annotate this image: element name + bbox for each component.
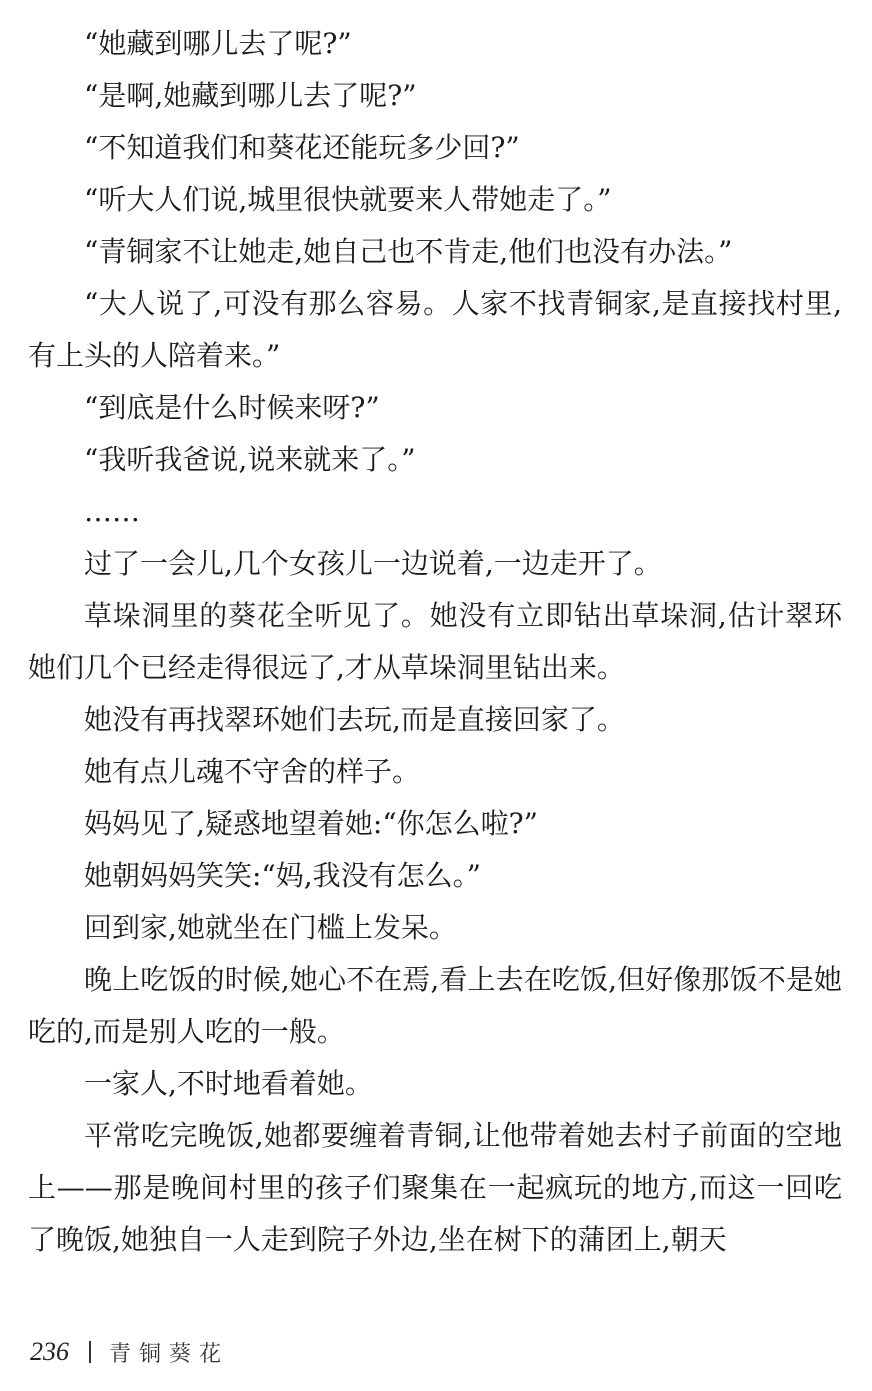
paragraph: “我听我爸说,说来就来了。” bbox=[84, 443, 416, 476]
footer-divider bbox=[89, 1341, 91, 1363]
ellipsis-paragraph: …… bbox=[84, 495, 140, 528]
paragraph: 回到家,她就坐在门槛上发呆。 bbox=[84, 911, 457, 944]
page-number: 236 bbox=[30, 1337, 69, 1366]
paragraph: 她朝妈妈笑笑:“妈,我没有怎么。” bbox=[84, 859, 481, 892]
paragraph: 一家人,不时地看着她。 bbox=[84, 1067, 373, 1100]
paragraph: “大人说了,可没有那么容易。人家不找青铜家,是直接找村里,有上头的人陪着来。” bbox=[28, 287, 842, 372]
paragraph: 平常吃完晚饭,她都要缠着青铜,让他带着她去村子前面的空地上——那是晚间村里的孩子们聚集在一起疯玩的地方,而这一回吃了晚饭,她独自一人走到院子外边,坐在树下的蒲团上,朝天 bbox=[28, 1119, 842, 1256]
paragraph: “不知道我们和葵花还能玩多少回?” bbox=[84, 131, 520, 164]
book-title: 青铜葵花 bbox=[109, 1341, 230, 1367]
paragraph: “是啊,她藏到哪儿去了呢?” bbox=[84, 79, 417, 112]
paragraph: “青铜家不让她走,她自己也不肯走,他们也没有办法。” bbox=[84, 235, 733, 268]
paragraph: “她藏到哪儿去了呢?” bbox=[84, 27, 352, 60]
paragraph: 晚上吃饭的时候,她心不在焉,看上去在吃饭,但好像那饭不是她吃的,而是别人吃的一般。 bbox=[28, 963, 842, 1048]
page-body bbox=[28, 18, 842, 1266]
paragraph: 她有点儿魂不守舍的样子。 bbox=[84, 755, 421, 788]
paragraph: “到底是什么时候来呀?” bbox=[84, 391, 380, 424]
paragraph: 过了一会儿,几个女孩儿一边说着,一边走开了。 bbox=[84, 547, 662, 580]
paragraph: 她没有再找翠环她们去玩,而是直接回家了。 bbox=[84, 703, 625, 736]
paragraph: 妈妈见了,疑惑地望着她:“你怎么啦?” bbox=[84, 807, 538, 840]
page-footer bbox=[30, 1332, 229, 1372]
paragraph: “听大人们说,城里很快就要来人带她走了。” bbox=[84, 183, 612, 216]
paragraph: 草垛洞里的葵花全听见了。她没有立即钻出草垛洞,估计翠环她们几个已经走得很远了,才从草垛洞里钻出来。 bbox=[28, 599, 842, 684]
